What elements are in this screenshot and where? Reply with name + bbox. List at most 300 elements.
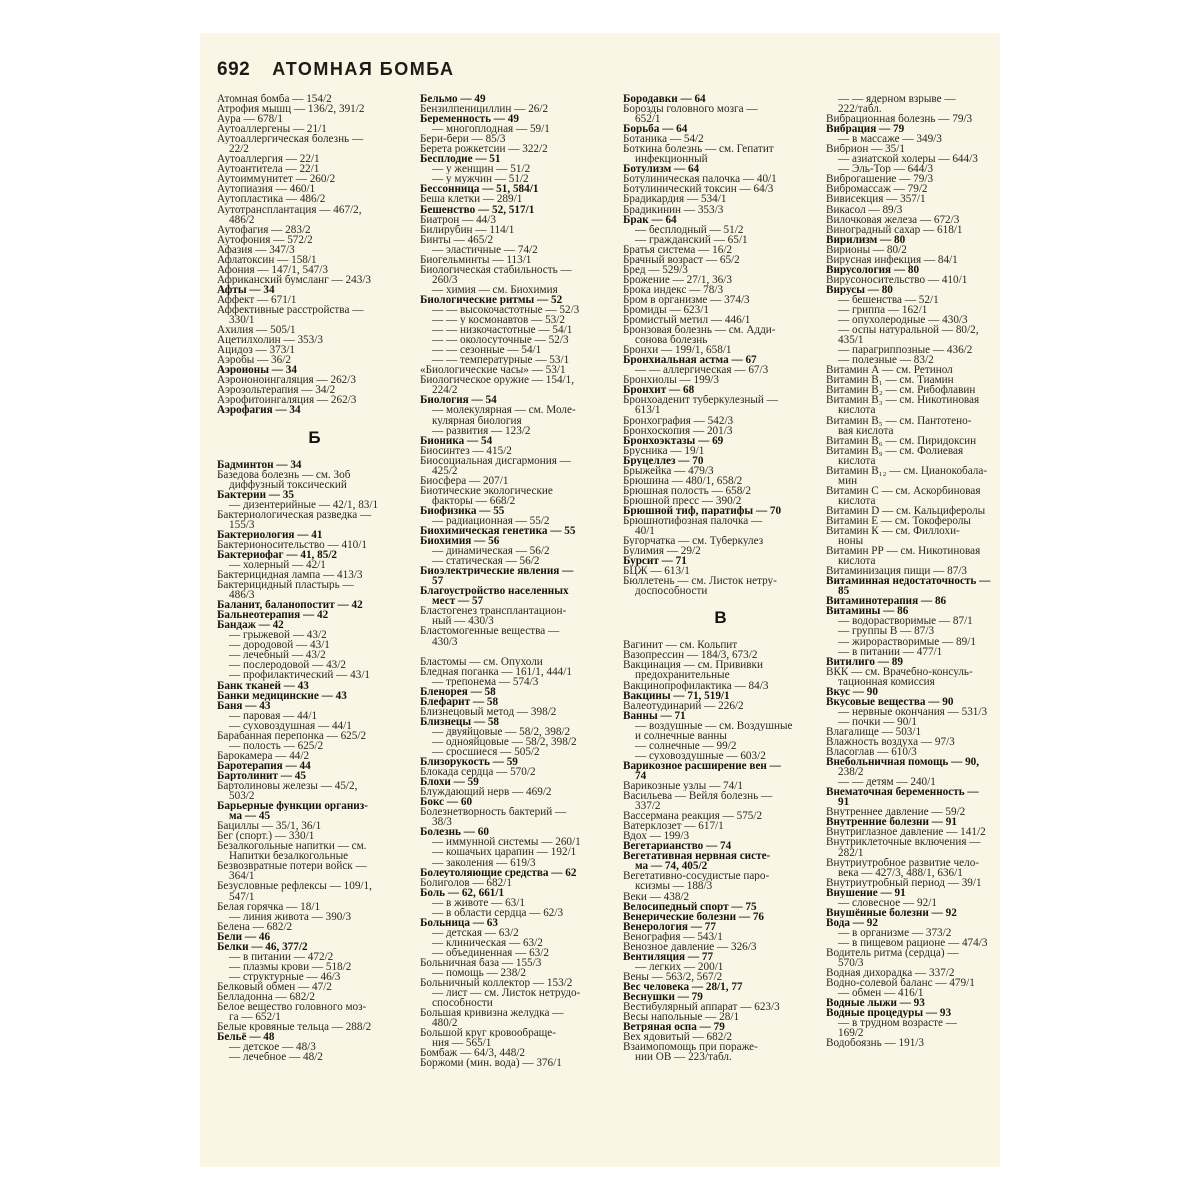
- index-entry: Базедова болезнь — см. Зоб: [217, 469, 351, 480]
- index-entry: — динамическая — 56/2: [432, 546, 550, 557]
- index-entry: Аутоаллергия — 22/1: [217, 154, 320, 165]
- index-entry: Белковый обмен — 47/2: [217, 981, 332, 992]
- index-entry: Ботулинический токсин — 64/3: [623, 184, 774, 195]
- index-entry: 91: [838, 797, 850, 808]
- index-entry: Аутоаллергическая болезнь —: [217, 134, 364, 145]
- index-entry: — заколения — 619/3: [432, 857, 536, 868]
- index-entry: Братья система — 16/2: [623, 244, 733, 255]
- index-entry: — — у космонавтов — 53/2: [432, 315, 565, 326]
- index-entry: Аффективные расстройства —: [217, 304, 364, 316]
- index-entry: Болезнь — 60: [420, 827, 489, 838]
- index-entry: Бронзовая болезнь — см. Адди-: [623, 325, 776, 336]
- index-entry: — жирорастворимые — 89/1: [838, 636, 976, 647]
- index-column-3: [623, 94, 818, 1062]
- index-entry: Белки — 46, 377/2: [217, 941, 308, 952]
- index-entry: Витамины — 86: [826, 606, 909, 617]
- index-entry: Бациллы — 35/1, 36/1: [217, 821, 322, 832]
- index-entry: — полость — 625/2: [229, 740, 324, 751]
- index-entry: Внутриглазное давление — 141/2: [826, 827, 986, 838]
- index-entry: Вакцины — 71, 519/1: [623, 690, 730, 701]
- index-entry: Вакцинопрофилактика — 84/3: [623, 680, 769, 691]
- index-entry: Билирубин — 114/1: [420, 224, 515, 235]
- index-entry: Безалкогольные напитки — см.: [217, 841, 367, 852]
- index-entry: — воздушные — см. Воздушные: [635, 720, 793, 731]
- index-entry: Витамин К — см. Филлохи-: [826, 526, 960, 537]
- index-entry: Ахилия — 505/1: [217, 325, 296, 336]
- index-entry: — молекулярная — см. Моле-: [432, 405, 576, 416]
- index-entry: — Эль-Тор — 644/3: [838, 164, 934, 175]
- index-entry: — обмен — 416/1: [838, 988, 924, 999]
- index-entry: Вкусовые вещества — 90: [826, 696, 954, 707]
- index-entry: — эластичные — 74/2: [432, 244, 538, 255]
- index-entry: 337/2: [635, 801, 661, 812]
- index-entry: Биоэлектрические явления —: [420, 566, 574, 577]
- index-entry: Вкус — 90: [826, 686, 878, 697]
- index-entry: Брадикардия — 534/1: [623, 194, 727, 205]
- index-entry: — парагриппозные — 436/2: [838, 345, 973, 356]
- index-entry: Аутофагия — 283/2: [217, 224, 311, 235]
- index-entry: 222/табл.: [838, 104, 882, 115]
- index-entry: Вакцинация — см. Прививки: [623, 660, 763, 671]
- index-entry: Ветряная оспа — 79: [623, 1022, 725, 1033]
- index-entry: Вода — 92: [826, 917, 878, 928]
- index-entry: Биохимия — 56: [420, 536, 500, 547]
- index-entry: 238/2: [838, 767, 864, 778]
- index-entry: Большая кривизна желудка —: [420, 1008, 564, 1019]
- index-entry: 570/3: [838, 958, 864, 969]
- index-entry: ВКК — см. Врачебно-консуль-: [826, 666, 973, 677]
- index-entry: Бактерии — 35: [217, 489, 294, 500]
- index-entry: — кошачьих царапин — 192/1: [432, 847, 577, 858]
- index-entry: Витамин С — см. Аскорбиновая: [826, 485, 981, 496]
- index-entry: Болиголов — 682/1: [420, 877, 512, 888]
- index-entry: Болеутоляющие средства — 62: [420, 867, 577, 878]
- index-entry: Бугорчатка — см. Туберкулез: [623, 536, 764, 547]
- index-entry: Аэроионоингаляция — 262/3: [217, 375, 356, 386]
- index-entry: — в питании — 472/2: [229, 951, 334, 962]
- index-entry: — в пищевом рационе — 474/3: [838, 937, 988, 948]
- index-entry: Витамин А — см. Ретинол: [826, 365, 953, 376]
- index-entry: Аутоиммунитет — 260/2: [217, 174, 336, 185]
- index-entry: — легких — 200/1: [635, 961, 724, 972]
- index-entry: 503/2: [229, 791, 255, 802]
- index-entry: Боржоми (мин. вода) — 376/1: [420, 1058, 562, 1069]
- index-entry: и солнечные ванны: [635, 730, 727, 741]
- index-entry: Бурсит — 71: [623, 556, 687, 567]
- index-entry: 38/3: [432, 817, 452, 828]
- index-entry: Атрофия мышц — 136/2, 391/2: [217, 104, 365, 115]
- index-entry: предохранительные: [635, 670, 730, 681]
- index-entry: — двуяйцовые — 58/2, 398/2: [432, 726, 571, 737]
- index-entry: Брюшной пресс — 390/2: [623, 495, 742, 506]
- index-entry: — трепонема — 574/3: [432, 676, 539, 687]
- index-entry: Влажность воздуха — 97/3: [826, 737, 955, 748]
- index-entry: Внутренние болезни — 91: [826, 817, 957, 828]
- index-entry: Брожение — 27/1, 36/3: [623, 274, 732, 285]
- section-letter: В: [714, 608, 727, 628]
- index-entry: — в трудном возрасте —: [838, 1018, 957, 1029]
- index-entry: Веки — 438/2: [623, 891, 690, 902]
- index-entry: Вегетарианство — 74: [623, 841, 732, 852]
- index-entry: Бледная поганка — 161/1, 444/1: [420, 666, 572, 677]
- index-entry: Аутопиазия — 460/1: [217, 184, 316, 195]
- index-entry: — полезные — 83/2: [838, 355, 934, 366]
- index-entry: Близнецы — 58: [420, 716, 500, 727]
- index-entry: — опухолеродные — 430/3: [838, 315, 968, 326]
- index-entry: Бешенство — 52, 517/1: [420, 204, 535, 215]
- index-entry: Водно-солевой баланс — 479/1: [826, 978, 975, 989]
- index-entry: Веснушки — 79: [623, 991, 703, 1003]
- index-entry: Берета рожкетсии — 322/2: [420, 144, 548, 155]
- index-entry: Аэрозольтерапия — 34/2: [217, 385, 336, 396]
- index-entry: — грыжевой — 43/2: [229, 630, 327, 641]
- index-entry: Брак — 64: [623, 214, 677, 225]
- index-entry: Вибрион — 35/1: [826, 144, 905, 155]
- index-entry: — нервные окончания — 531/3: [838, 706, 988, 717]
- index-entry: кислота: [838, 455, 876, 466]
- index-entry: Бронхоэктазы — 69: [623, 435, 724, 446]
- index-entry: Вирусы — 80: [826, 284, 893, 295]
- index-entry: — — температурные — 53/1: [432, 355, 570, 366]
- index-entry: — бесплодный — 51/2: [635, 224, 744, 235]
- index-entry: 330/1: [229, 315, 255, 326]
- index-entry: Брюшная полость — 658/2: [623, 485, 751, 496]
- index-entry: Бомбаж — 64/3, 448/2: [420, 1048, 526, 1059]
- index-entry: Внутреннее давление — 59/2: [826, 807, 966, 818]
- index-entry: Бородавки — 64: [623, 94, 706, 105]
- index-entry: Бинты — 465/2: [420, 234, 494, 245]
- index-entry: Бактериофаг — 41, 85/2: [217, 549, 338, 560]
- index-entry: 435/1: [838, 335, 864, 346]
- index-entry: Аэрофитоингаляция — 262/3: [217, 395, 357, 406]
- index-entry: Влагалище — 503/1: [826, 726, 922, 737]
- index-entry: Витамин B₃ — см. Никотиновая: [826, 395, 980, 406]
- index-entry: Вагинит — см. Кольпит: [623, 640, 738, 651]
- index-entry: Биотические экологические: [420, 485, 553, 496]
- index-entry: Вирионы — 80/2: [826, 244, 907, 255]
- index-entry: — в области сердца — 62/3: [432, 907, 564, 918]
- index-entry: Брока индекс — 78/3: [623, 284, 724, 295]
- index-entry: — детское — 48/3: [229, 1042, 316, 1053]
- index-entry: Вивисекция — 357/1: [826, 194, 926, 205]
- index-entry: — — ядерном взрыве —: [838, 94, 956, 105]
- index-entry: Варикозное расширение вен —: [623, 760, 781, 771]
- index-entry: Вех ядовитый — 682/2: [623, 1032, 733, 1043]
- index-entry: Ацетилхолин — 353/3: [217, 335, 323, 346]
- index-entry: 425/2: [432, 465, 458, 476]
- index-entry: Внушённые болезни — 92: [826, 907, 957, 918]
- index-entry: — дизентерийные — 42/1, 83/1: [229, 499, 379, 510]
- index-entry: Бронхоаденит туберкулезный —: [623, 395, 778, 406]
- index-entry: инфекционный: [635, 154, 708, 165]
- index-entry: Бронхиальная астма — 67: [623, 355, 757, 366]
- index-entry: Бластомогенные вещества —: [420, 626, 560, 637]
- index-entry: Витамин РР — см. Никотиновая: [826, 546, 981, 557]
- index-entry: доспособности: [635, 586, 708, 597]
- index-entry: Афлатоксин — 158/1: [217, 254, 317, 265]
- index-entry: Вилочковая железа — 672/3: [826, 214, 960, 225]
- index-entry: — у женщин — 51/2: [432, 164, 531, 175]
- index-entry: Витамин D — см. Кальциферолы: [826, 505, 986, 516]
- index-entry: Биофизика — 55: [420, 505, 505, 516]
- index-entry: 486/3: [229, 590, 255, 601]
- index-entry: Афазия — 347/3: [217, 244, 295, 255]
- index-entry: Барьерные функции организ-: [217, 801, 368, 812]
- index-entry: 430/3: [432, 636, 458, 647]
- index-entry: Белладонна — 682/2: [217, 991, 316, 1003]
- index-entry: Афония — 147/1, 547/3: [217, 264, 328, 275]
- index-entry: Биосфера — 207/1: [420, 475, 509, 486]
- index-entry: 40/1: [635, 526, 655, 537]
- index-entry: Бельмо — 49: [420, 94, 486, 105]
- index-entry: — холерный — 42/1: [229, 559, 326, 571]
- index-entry: 652/1: [635, 114, 661, 125]
- index-entry: Вдох — 199/3: [623, 831, 690, 842]
- index-entry: Витамин B₆ — см. Пиридоксин: [826, 435, 977, 446]
- index-entry: Внутриутробное развитие чело-: [826, 857, 980, 868]
- index-entry: Баланит, баланопостит — 42: [217, 600, 363, 611]
- index-entry: Бронхография — 542/3: [623, 415, 734, 426]
- index-entry: га — 652/1: [229, 1012, 281, 1023]
- index-entry: Бессонница — 51, 584/1: [420, 184, 539, 195]
- index-entry: нии ОВ — 223/табл.: [635, 1052, 732, 1063]
- index-entry: — развития — 123/2: [432, 425, 531, 436]
- index-entry: Барабанная перепонка — 625/2: [217, 730, 367, 741]
- index-entry: — химия — см. Биохимия: [432, 284, 558, 295]
- index-entry: — однояйцовые — 58/2, 398/2: [432, 736, 577, 747]
- index-entry: — лист — см. Листок нетрудо-: [432, 988, 581, 999]
- index-entry: — в питании — 477/1: [838, 646, 943, 657]
- index-entry: Биогельминты — 113/1: [420, 254, 532, 265]
- index-entry: 57: [432, 576, 444, 587]
- index-entry: Бартолиновы железы — 45/2,: [217, 781, 358, 792]
- index-column-4: [826, 94, 1000, 1048]
- index-entry: Борозды головного мозга —: [623, 104, 758, 115]
- index-entry: Брюшной тиф, паратифы — 70: [623, 505, 782, 516]
- index-entry: Барокамера — 44/2: [217, 750, 310, 761]
- index-entry: БЦЖ — 613/1: [623, 566, 690, 577]
- index-entry: — — околосуточные — 52/3: [432, 335, 569, 346]
- index-entry: Белое вещество головного моз-: [217, 1002, 367, 1013]
- index-column-2: [420, 94, 615, 1069]
- index-entry: ный — 430/3: [432, 616, 494, 627]
- index-entry: Белые кровяные тельца — 288/2: [217, 1022, 372, 1033]
- index-entry: Баня — 43: [217, 700, 271, 711]
- index-entry: — статическая — 56/2: [432, 556, 540, 567]
- index-entry: — паровая — 44/1: [229, 710, 318, 721]
- index-entry: Бесплодие — 51: [420, 154, 501, 165]
- index-entry: Вирусная инфекция — 84/1: [826, 254, 958, 265]
- index-entry: Вес человека — 28/1, 77: [623, 981, 743, 992]
- index-entry: Брачный возраст — 65/2: [623, 254, 740, 265]
- index-entry: — клиническая — 63/2: [432, 937, 543, 948]
- index-entry: Блефарит — 58: [420, 696, 499, 707]
- index-entry: — профилактический — 43/1: [229, 670, 371, 681]
- index-entry: Брюшина — 480/1, 658/2: [623, 475, 743, 486]
- index-entry: Аэрофагия — 34: [217, 405, 301, 416]
- index-entry: Безвозвратные потери войск —: [217, 861, 367, 872]
- index-entry: Биология — 54: [420, 395, 497, 406]
- index-entry: — многоплодная — 59/1: [432, 124, 550, 135]
- index-entry: Блуждающий нерв — 469/2: [420, 787, 552, 798]
- index-entry: Бром в организме — 374/3: [623, 294, 750, 305]
- index-columns: [217, 94, 1000, 1164]
- index-entry: Бельё — 48: [217, 1032, 275, 1043]
- index-entry: Бактерицидная лампа — 413/3: [217, 570, 363, 581]
- index-entry: Вазопрессин — 184/3, 673/2: [623, 650, 758, 661]
- index-entry: Напитки безалкогольные: [229, 851, 349, 862]
- index-entry: Васильева — Вейля болезнь —: [623, 791, 773, 802]
- index-entry: Венозное давление — 326/3: [623, 941, 757, 952]
- index-entry: Бронхит — 68: [623, 385, 695, 396]
- index-entry: Ботулизм — 64: [623, 164, 700, 175]
- index-entry: мест — 57: [432, 596, 484, 607]
- index-entry: Витилиго — 89: [826, 656, 903, 667]
- index-entry: Благоустройство населенных: [420, 586, 569, 597]
- running-title: АТОМНАЯ БОМБА: [272, 59, 455, 79]
- index-entry: 547/1: [229, 891, 255, 902]
- index-entry: Бромиды — 623/1: [623, 304, 709, 316]
- index-entry: Венография — 543/1: [623, 931, 723, 942]
- index-entry: Викасол — 89/3: [826, 204, 903, 215]
- index-entry: Аутотрансплантация — 467/2,: [217, 204, 362, 215]
- index-entry: — помощь — 238/2: [432, 968, 527, 979]
- book-page: [200, 33, 1000, 1167]
- index-entry: Велосипедный спорт — 75: [623, 901, 757, 912]
- index-entry: Вирилизм — 80: [826, 234, 906, 245]
- index-entry: — суховоздушные — 603/2: [635, 750, 766, 761]
- index-entry: ксизмы — 188/3: [635, 881, 713, 892]
- index-entry: Блокада сердца — 570/2: [420, 767, 536, 778]
- index-entry: Баротерапия — 44: [217, 760, 311, 771]
- index-entry: Больница — 63: [420, 917, 498, 928]
- index-entry: Витаминизация пищи — 87/3: [826, 566, 968, 577]
- index-entry: кислота: [838, 405, 876, 416]
- index-entry: — солнечные — 99/2: [635, 740, 737, 751]
- index-entry: Аутоаллергены — 21/1: [217, 124, 327, 135]
- index-entry: — в организме — 373/2: [838, 927, 952, 938]
- index-entry: — лечебный — 43/2: [229, 650, 326, 661]
- index-entry: Венерические болезни — 76: [623, 911, 765, 922]
- index-entry: Вибромассаж — 79/2: [826, 184, 928, 195]
- index-entry: ма — 45: [229, 811, 271, 822]
- index-entry: Витаминная недостаточность —: [826, 576, 991, 587]
- index-entry: — почки — 90/1: [838, 716, 917, 727]
- index-entry: — гриппа — 162/1: [838, 304, 928, 316]
- index-entry: Вирусология — 80: [826, 264, 920, 275]
- index-entry: Витамин B₉ — см. Фолиевая: [826, 445, 964, 456]
- index-entry: Бронхоскопия — 201/3: [623, 425, 733, 436]
- index-entry: Близорукость — 59: [420, 757, 518, 768]
- index-entry: — — аллергическая — 67/3: [635, 365, 769, 376]
- index-entry: века — 427/3, 488/1, 636/1: [838, 867, 963, 878]
- index-entry: Бленорея — 58: [420, 686, 496, 697]
- index-entry: факторы — 668/2: [432, 495, 516, 506]
- index-entry: 364/1: [229, 871, 255, 882]
- index-entry: — гражданский — 65/1: [635, 234, 748, 245]
- index-entry: Бадминтон — 34: [217, 459, 302, 470]
- index-entry: Бред — 529/3: [623, 264, 688, 275]
- index-entry: Внутриклеточные включения —: [826, 837, 981, 848]
- index-entry: Водные лыжи — 93: [826, 998, 925, 1009]
- index-entry: Африканский бумсланг — 243/3: [217, 274, 372, 285]
- index-entry: 224/2: [432, 385, 458, 396]
- index-entry: Биохимическая генетика — 55: [420, 526, 576, 537]
- index-entry: Бластогенез трансплантацион-: [420, 606, 567, 617]
- index-entry: — водорастворимые — 87/1: [838, 616, 973, 627]
- index-entry: Внематочная беременность —: [826, 787, 979, 798]
- index-entry: — суховоздушная — 44/1: [229, 720, 352, 731]
- index-entry: Ватерклозет — 617/1: [623, 821, 724, 832]
- index-entry: Большой круг кровообраще-: [420, 1028, 556, 1039]
- index-entry: Банк тканей — 43: [217, 680, 309, 691]
- index-entry: Бруцеллез — 70: [623, 455, 704, 466]
- index-entry: Бронхиолы — 199/3: [623, 375, 719, 386]
- index-entry: Вегетативно-сосудистые паро-: [623, 871, 770, 882]
- index-entry: кислота: [838, 556, 876, 567]
- index-entry: — группы В — 87/3: [838, 626, 935, 637]
- index-entry: Брюшнотифозная палочка —: [623, 515, 763, 527]
- index-entry: — — высокочастотные — 52/3: [432, 304, 580, 316]
- index-entry: Бокс — 60: [420, 797, 473, 808]
- index-entry: Вассермана реакция — 575/2: [623, 811, 763, 822]
- index-entry: — оспы натуральной — 80/2,: [838, 325, 979, 336]
- page-number: 692: [217, 59, 251, 80]
- index-entry: — дородовой — 43/1: [229, 640, 330, 651]
- index-entry: Вибрационная болезнь — 79/3: [826, 114, 973, 125]
- index-entry: Водитель ритма (сердца) —: [826, 947, 959, 959]
- index-entry: Бромистый метил — 446/1: [623, 315, 751, 326]
- index-entry: Витамин Е — см. Токоферолы: [826, 515, 971, 527]
- index-entry: Бартолинит — 45: [217, 770, 306, 781]
- index-entry: Беша клетки — 289/1: [420, 194, 523, 205]
- index-entry: «Биологические часы» — 53/1: [420, 365, 566, 376]
- index-entry: Биатрон — 44/3: [420, 214, 496, 225]
- index-entry: Бактерицидный пластырь —: [217, 580, 354, 591]
- index-entry: Больничный коллектор — 153/2: [420, 978, 573, 989]
- index-entry: Бюллетень — см. Листок нетру-: [623, 576, 777, 587]
- index-entry: — плазмы крови — 518/2: [229, 961, 352, 972]
- index-entry: — сросшиеся — 505/2: [432, 747, 540, 758]
- index-entry: Биологические ритмы — 52: [420, 294, 563, 305]
- index-entry: кислота: [838, 495, 876, 506]
- index-entry: Аутоантитела — 22/1: [217, 164, 320, 175]
- index-entry: Витамин B₁ — см. Тиамин: [826, 375, 954, 386]
- index-entry: — структурные — 46/3: [229, 971, 341, 982]
- index-entry: Аутопластика — 486/2: [217, 194, 326, 205]
- index-entry: Биологическое оружие — 154/1,: [420, 375, 575, 386]
- index-entry: Биологическая стабильность —: [420, 264, 572, 275]
- index-entry: Бионика — 54: [420, 435, 493, 446]
- index-entry: Витаминотерапия — 86: [826, 596, 947, 607]
- index-entry: Брадикинин — 353/3: [623, 204, 724, 215]
- index-entry: 74: [635, 770, 647, 781]
- index-entry: Виноградный сахар — 618/1: [826, 224, 963, 235]
- index-entry: Бандаж — 42: [217, 620, 284, 631]
- index-entry: 85: [838, 586, 850, 597]
- index-entry: Ботулиническая палочка — 40/1: [623, 174, 777, 185]
- index-entry: Вирусоносительство — 410/1: [826, 274, 968, 285]
- index-entry: 155/3: [229, 519, 255, 530]
- index-entry: Внушение — 91: [826, 887, 906, 898]
- index-entry: Весы напольные — 28/1: [623, 1012, 740, 1023]
- index-entry: Безусловные рефлексы — 109/1,: [217, 881, 372, 892]
- index-entry: — лечебное — 48/2: [229, 1052, 323, 1063]
- index-entry: Вегетативная нервная систе-: [623, 851, 771, 862]
- index-entry: Витамин B₅ — см. Пантотено-: [826, 415, 972, 426]
- index-entry: 22/2: [229, 144, 249, 155]
- index-entry: Биосоциальная дисгармония —: [420, 455, 571, 466]
